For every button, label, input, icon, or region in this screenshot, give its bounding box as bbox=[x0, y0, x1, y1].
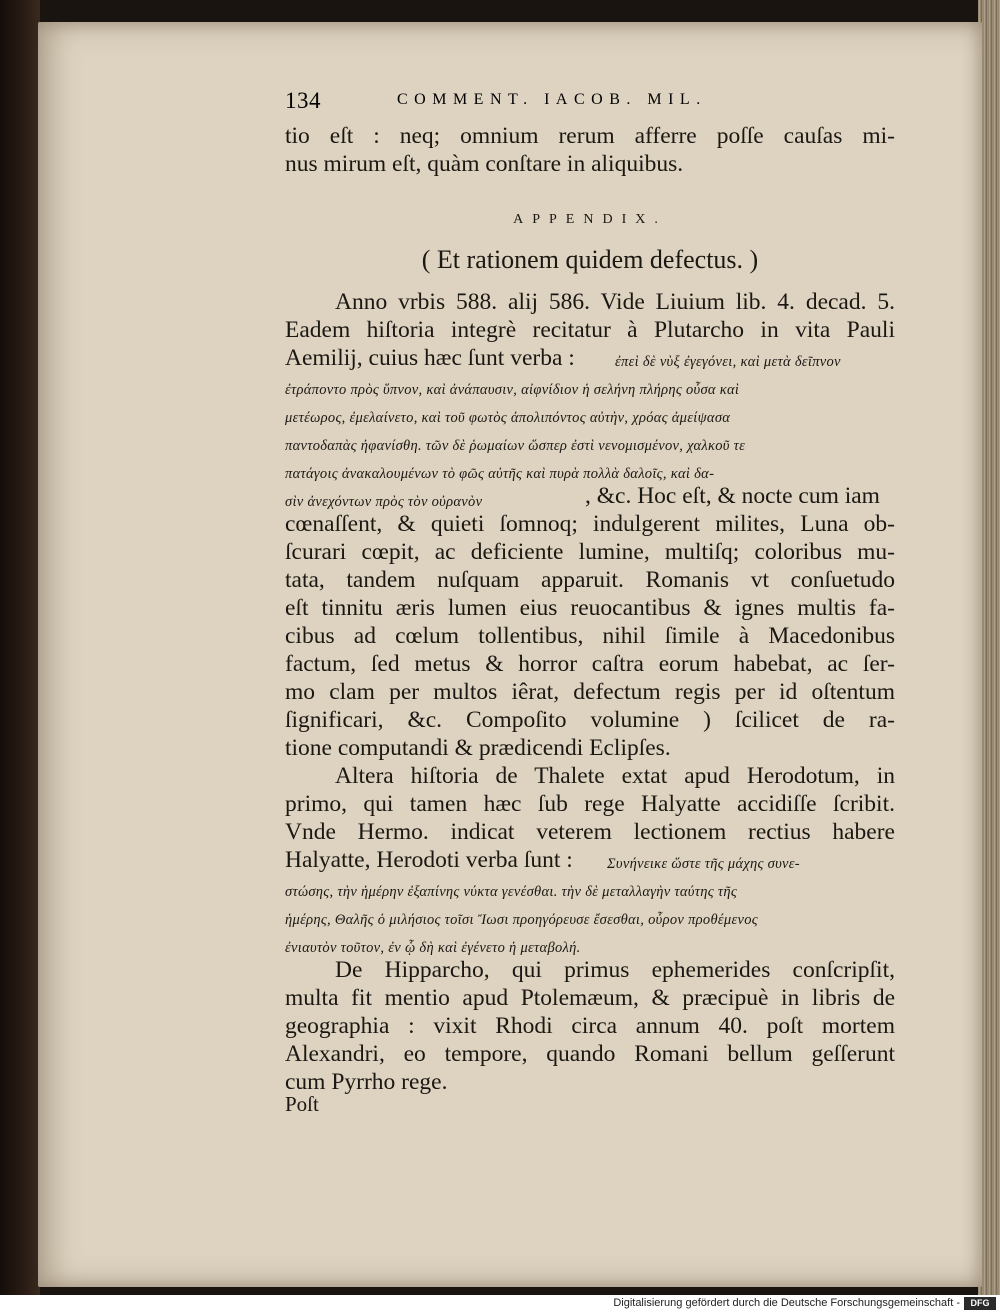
greek-text-line: σὶν ἀνεχόντων πρὸς τὸν οὐρανὸν bbox=[285, 494, 483, 510]
funding-notice: Digitalisierung gefördert durch die Deutsche Forschungsgemeinschaft - bbox=[613, 1297, 960, 1309]
text-line: cibus ad cœlum tollentibus, nihil ſimile à Macedonibus bbox=[285, 623, 895, 649]
text-line: Altera hiſtoria de Thalete extat apud Herodotum, in bbox=[335, 763, 895, 789]
running-head bbox=[285, 88, 895, 116]
text-line: , &c. Hoc eſt, & nocte cum iam bbox=[585, 483, 880, 509]
appendix-label: APPENDIX. bbox=[513, 212, 667, 227]
greek-text-line: ἡμέρης, Θαλῆς ὁ μιλήσιος τοῖσι Ἴωσι προηγόρευσε ἔσεσθαι, οὖρον προθέμενος bbox=[285, 912, 758, 928]
text-line: eſt tinnitu æris lumen eius reuocantibus & ignes multis fa- bbox=[285, 595, 895, 621]
greek-text-line: ἐπεὶ δὲ νὺξ ἐγεγόνει, καὶ μετὰ δεῖπνον bbox=[615, 354, 841, 370]
text-line: De Hipparcho, qui primus ephemerides conſcripſit, bbox=[335, 957, 895, 983]
text-line: Alexandri, eo tempore, quando Romani bellum geſſerunt bbox=[285, 1041, 895, 1067]
greek-text-line: μετέωρος, ἐμελαίνετο, καὶ τοῦ φωτὸς ἀπολιπόντος αὐτὴν, χρόας ἀμείψασα bbox=[285, 410, 731, 426]
text-line: tione computandi & prædicendi Eclipſes. bbox=[285, 735, 671, 761]
text-line: factum, ſed metus & horror caſtra eorum habebat, ac ſer- bbox=[285, 651, 895, 677]
text-line: mo clam per multos iêrat, defectum regis per id oſtentum bbox=[285, 679, 895, 705]
text-line: nus mirum eſt, quàm conſtare in aliquibus. bbox=[285, 151, 684, 177]
text-line: geographia : vixit Rhodi circa annum 40. poſt mortem bbox=[285, 1013, 895, 1039]
text-line: ſcurari cœpit, ac deficiente lumine, multiſq; coloribus mu- bbox=[285, 539, 895, 565]
text-line: Aemilij, cuius hæc ſunt verba : bbox=[285, 345, 575, 371]
greek-text-line: ἐτράποντο πρὸς ὕπνον, καὶ ἀνάπαυσιν, αἰφνίδιον ἡ σελήνη πλήρης οὖσα καὶ bbox=[285, 382, 740, 398]
text-line: tata, tandem nuſquam apparuit. Romanis vt conſuetudo bbox=[285, 567, 895, 593]
dfg-logo: DFG bbox=[964, 1297, 996, 1310]
text-line: Anno vrbis 588. alij 586. Vide Liuium lib. 4. decad. 5. bbox=[335, 289, 895, 315]
running-title: COMMENT. IACOB. MIL. bbox=[397, 91, 707, 108]
greek-text-line: Συνήνεικε ὥστε τῆς μάχης συνε- bbox=[607, 856, 800, 872]
section-subheading: ( Et rationem quidem defectus. ) bbox=[421, 245, 759, 274]
text-line: Halyatte, Herodoti verba ſunt : bbox=[285, 847, 573, 873]
greek-text-line: ἐνιαυτὸν τοῦτον, ἐν ᾧ δὴ καὶ ἐγένετο ἡ μεταβολή. bbox=[285, 940, 581, 956]
greek-text-line: παντοδαπὰς ἠφανίσθη. τῶν δὲ ῥωμαίων ὥσπερ ἐστὶ νενομισμένον, χαλκοῦ τε bbox=[285, 438, 746, 454]
catchword: Poſt bbox=[285, 1092, 319, 1116]
text-line: Eadem hiſtoria integrè recitatur à Plutarcho in vita Pauli bbox=[285, 317, 895, 343]
text-line: multa fit mentio apud Ptolemæum, & præcipuè in libris de bbox=[285, 985, 895, 1011]
page-number: 134 bbox=[285, 88, 321, 113]
text-line: cœnaſſent, & quieti ſomnoq; indulgerent milites, Luna ob- bbox=[285, 511, 895, 537]
greek-text-line: πατάγοις ἀνακαλουμένων τὸ φῶς αὐτῆς καὶ πυρὰ πολλὰ δαλοῖς, καὶ δα- bbox=[285, 466, 715, 482]
digitization-footer bbox=[0, 1295, 1000, 1313]
text-line: Vnde Hermo. indicat veterem lectionem rectius habere bbox=[285, 819, 895, 845]
text-line: tio eſt : neq; omnium rerum afferre poſſe cauſas mi- bbox=[285, 123, 895, 149]
greek-text-line: στώσης, τὴν ἡμέρην ἐξαπίνης νύκτα γενέσθαι. τὴν δὲ μεταλλαγὴν ταύτης τῆς bbox=[285, 884, 738, 900]
book-spine bbox=[0, 0, 40, 1295]
text-line: primo, qui tamen hæc ſub rege Halyatte accidiſſe ſcribit. bbox=[285, 791, 895, 817]
text-line: ſignificari, &c. Compoſito volumine ) ſcilicet de ra- bbox=[285, 707, 895, 733]
text-line: cum Pyrrho rege. bbox=[285, 1069, 448, 1095]
